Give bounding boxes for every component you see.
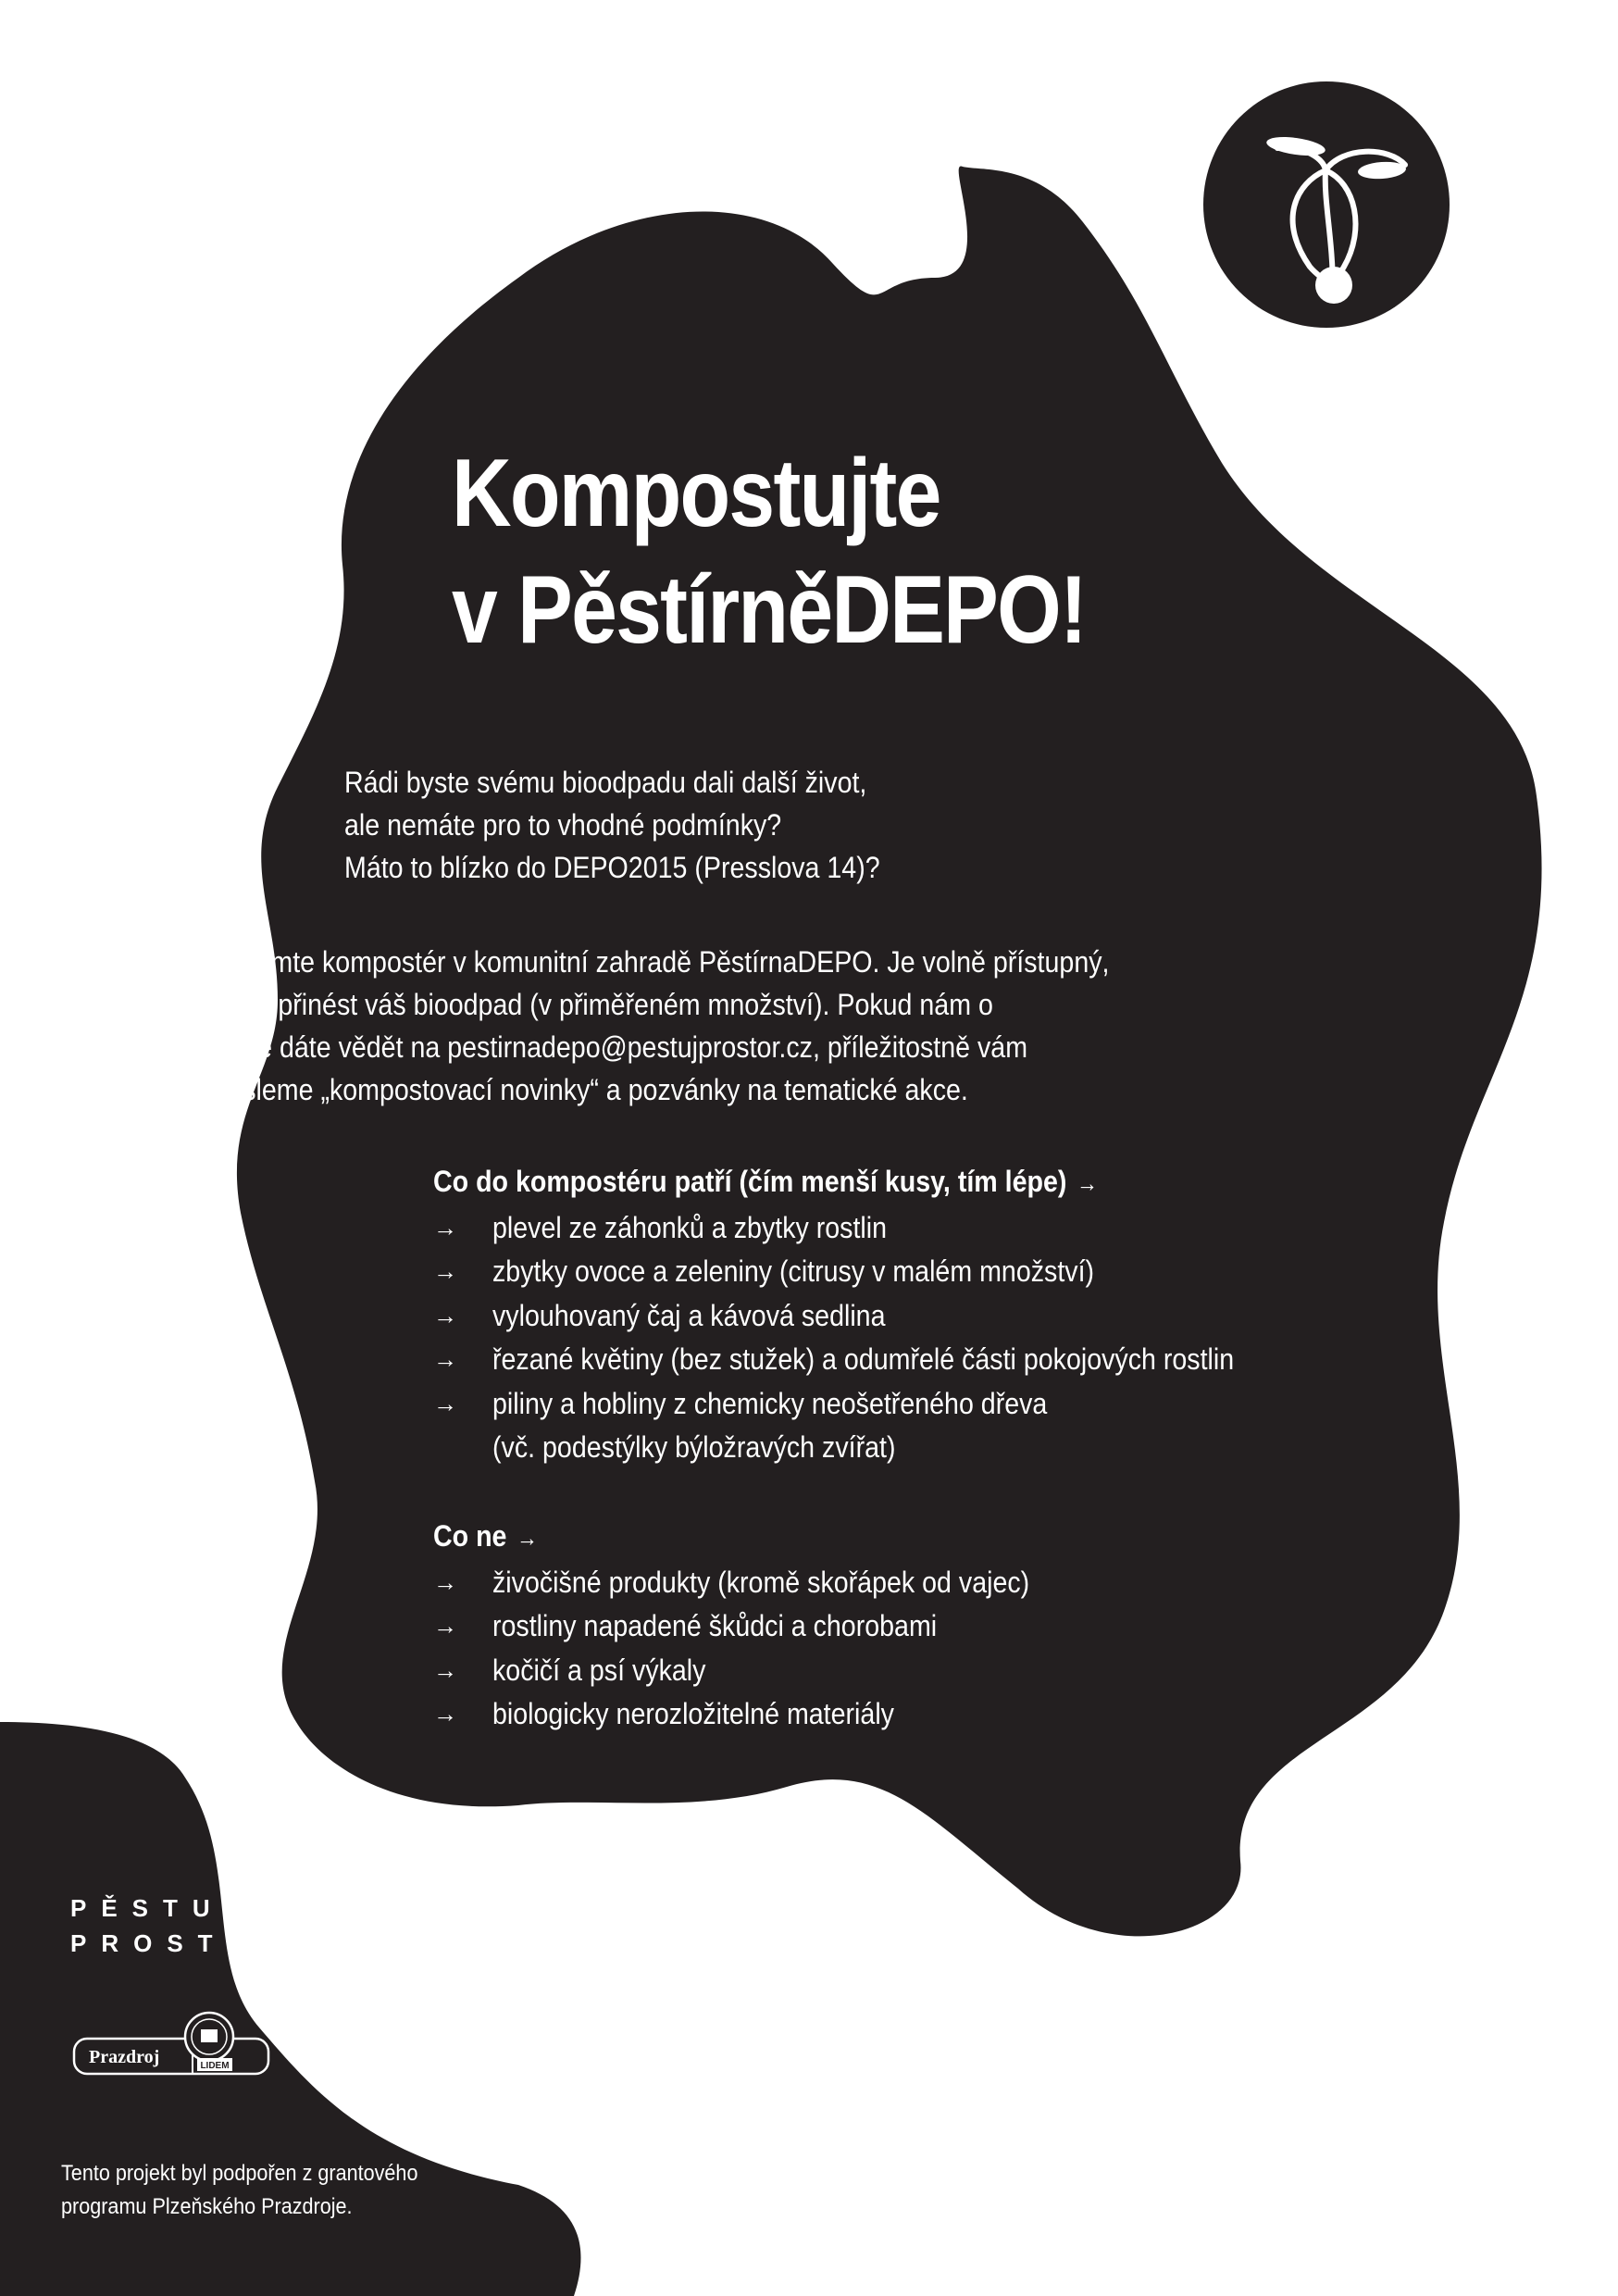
- title-line-1: Kompostujte: [452, 440, 940, 547]
- list-item: [433, 1382, 1335, 1470]
- sprout-logo-circle: [1203, 81, 1450, 328]
- forbidden-items-heading: [433, 1515, 1023, 1561]
- list-item-line: vylouhovaný čaj a kávová sedlina: [492, 1298, 886, 1332]
- list-item-text: rostliny napadené škůdci a chorobami: [492, 1609, 938, 1642]
- arrow-icon: →: [433, 1345, 457, 1373]
- list-item: [433, 1649, 1102, 1693]
- sponsor-logo-text: Prazdroj: [89, 2047, 160, 2067]
- footer-line: Tento projekt byl podpořen z grantového: [61, 2161, 418, 2186]
- arrow-icon: →: [433, 1612, 457, 1640]
- list-item-line: řezané květiny (bez stužek) a odumřelé části pokojových rostlin: [492, 1342, 1235, 1376]
- list-item: [433, 1250, 1335, 1294]
- arrow-icon: →: [433, 1567, 457, 1596]
- arrow-icon: →: [517, 1524, 538, 1552]
- list-item-text: [492, 1294, 885, 1339]
- allowed-items-list: [433, 1206, 1335, 1470]
- list-item-text: kočičí a psí výkaly: [492, 1653, 706, 1687]
- sprout-icon: [248, 1892, 272, 1922]
- footer-line: programu Plzeňského Prazdroje.: [61, 2194, 353, 2219]
- list-item: [433, 1338, 1335, 1382]
- arrow-icon: →: [433, 1389, 457, 1417]
- list-item: [433, 1561, 1102, 1605]
- list-item-line: piliny a hobliny z chemicky neošetřeného dřeva: [492, 1386, 1048, 1420]
- list-item: [433, 1604, 1102, 1649]
- paragraph-line: sobě dáte vědět na pestirnadepo@pestujprostor.cz, příležitostně vám: [215, 1030, 1028, 1064]
- brand-line: PROSTOR: [70, 1929, 293, 1957]
- grant-note: [61, 2157, 417, 2224]
- list-item-text: [492, 1250, 1094, 1294]
- heading-text: Co do kompostéru patří (čím menší kusy, tím lépe): [433, 1165, 1067, 1198]
- paragraph-line: zašleme „kompostovací novinky“ a pozvánky na tematické akce.: [215, 1073, 968, 1106]
- allowed-items-heading: [433, 1160, 1226, 1206]
- list-item-text: biologicky nerozložitelné materiály: [492, 1697, 894, 1730]
- arrow-icon: →: [433, 1655, 457, 1684]
- allowed-items-section: [433, 1160, 1335, 1470]
- list-item: [433, 1206, 1335, 1251]
- arrow-icon: →: [1076, 1169, 1098, 1197]
- list-item: [433, 1294, 1335, 1339]
- arrow-icon: →: [433, 1213, 457, 1242]
- intro-text: [344, 761, 880, 889]
- paragraph-line: stačí přinést váš bioodpad (v přiměřeném množství). Pokud nám o: [215, 988, 993, 1021]
- info-paragraph: [215, 941, 1109, 1111]
- forbidden-items-list: [433, 1561, 1102, 1737]
- badge-text: LIDEM: [200, 2061, 230, 2071]
- list-item-text: [492, 1382, 1047, 1470]
- arrow-icon: →: [433, 1301, 457, 1329]
- list-item-line: plevel ze záhonků a zbytky rostlin: [492, 1210, 888, 1244]
- intro-line: Máto to blízko do DEPO2015 (Presslova 14)?: [344, 851, 880, 884]
- list-item-text: živočišné produkty (kromě skořápek od vajec): [492, 1565, 1030, 1599]
- forbidden-items-section: [433, 1515, 1102, 1737]
- list-item-line: (vč. podestýlky býložravých zvířat): [492, 1430, 896, 1464]
- title-line-2: v PěstírněDEPO!: [452, 556, 1087, 664]
- heading-text: Co ne: [433, 1519, 507, 1553]
- prazdroj-lidem-logo: [72, 2009, 272, 2079]
- paragraph-line: Nakrmte kompostér v komunitní zahradě PěstírnaDEPO. Je volně přístupný,: [215, 945, 1110, 979]
- brand-line: PĚSTUJ: [70, 1894, 254, 1922]
- page-title: [452, 435, 1086, 668]
- list-item-line: zbytky ovoce a zeleniny (citrusy v malém množství): [492, 1254, 1095, 1288]
- intro-line: Rádi byste svému bioodpadu dali další život,: [344, 766, 867, 799]
- list-item: [433, 1692, 1102, 1737]
- list-item-text: [492, 1338, 1234, 1382]
- arrow-icon: →: [433, 1700, 457, 1728]
- intro-line: ale nemáte pro to vhodné podmínky?: [344, 808, 782, 842]
- arrow-icon: →: [433, 1257, 457, 1285]
- list-item-text: [492, 1206, 887, 1251]
